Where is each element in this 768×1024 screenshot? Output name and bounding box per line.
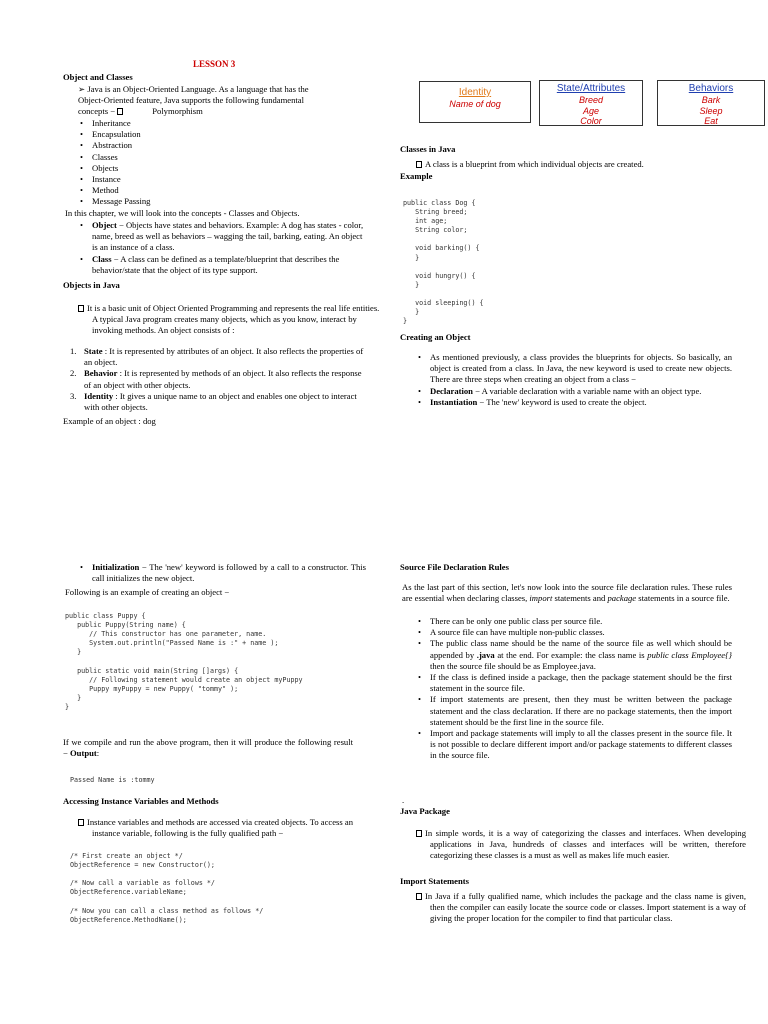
declaration-item: • Declaration − A variable declaration with a variable name with an object type. — [416, 386, 732, 397]
rule-item: • If the class is defined inside a package, then the package statement should be the first statement in the source file. — [416, 672, 732, 694]
objects-in-java-heading: Objects in Java — [63, 280, 120, 290]
source-file-heading: Source File Declaration Rules — [400, 562, 509, 572]
java-package-paragraph: In simple words, it is a way of categorizing the classes and interfaces. When developing applications in Java, hundreds of classes and interfaces will be written, therefore categorizing these classes is a must as well as makes life much easier. — [416, 828, 746, 862]
import-paragraph: In Java if a fully qualified name, which includes the package and the class name is given, then the compiler can easily locate the source code or classes. Import statement is a way of giving the proper location for the compiler to find that particular class. — [416, 891, 746, 925]
object-property-item: 1. State : It is represented by attributes of an object. It also reflects the properties of an object. — [70, 346, 364, 368]
source-intro: As the last part of this section, let's now look into the source file declaration rules. These rules are essential when declaring classes, import statements and package statements in a source file. — [402, 582, 732, 604]
compile-text: If we compile and run the above program, then it will produce the following result − Output: — [63, 737, 353, 759]
following-text: Following is an example of creating an object − — [65, 587, 230, 597]
example-label: Example — [400, 171, 433, 181]
behavior-value: Bark — [701, 95, 721, 105]
objects-paragraph: It is a basic unit of Object Oriented Programming and represents the real life entities. A typical Java program creates many objects, which as you know, interact by invoking methods. An object consists of : — [78, 303, 382, 337]
object-property-item: 3. Identity : It gives a unique name to an object and enables one object to interact with other objects. — [70, 390, 357, 413]
identity-header: Identity — [458, 87, 492, 98]
classes-in-java-heading: Classes in Java — [400, 144, 456, 154]
source-rules-list — [416, 616, 732, 762]
square-bullet-icon — [78, 305, 84, 312]
puppy-code: public class Puppy { public Puppy(String name) { // This constructor has one parameter, name. System.out.println("Passed Name is :" + name ); } public static void main(String []args) { // Following statement would create an object myPuppy Puppy myPuppy = new Puppy( "tommy" ); } } — [65, 612, 303, 711]
rule-item: • A source file can have multiple non-public classes. — [416, 627, 732, 638]
dog-class-code: public class Dog { String breed; int age; String color; void barking() { } void hungry() { } void sleeping() { } } — [403, 199, 484, 326]
java-package-heading: Java Package — [400, 806, 450, 816]
access-code: /* First create an object */ ObjectReference = new Constructor(); /* Now call a variable as follows */ ObjectReference.variableName; /* Now you can call a class method as follows */ ObjectReference.MethodName(); — [70, 852, 264, 924]
rule-item: • The public class name should be the name of the source file as well which should be appended by .java at the end. For example: the class name is public class Employee{} then the source file should be as Employee.java. — [416, 638, 732, 672]
square-bullet-icon — [416, 161, 422, 168]
import-statements-heading: Import Statements — [400, 876, 469, 886]
example-dog: Example of an object : dog — [63, 416, 156, 426]
concept-item: • Method — [78, 185, 278, 196]
behavior-value: Eat — [704, 116, 718, 126]
rule-item: • If import statements are present, then they must be written between the package statement and the class declaration. If there are no package statements, then the import statement should be the first line in the source file. — [416, 694, 732, 728]
creating-object-heading: Creating an Object — [400, 332, 471, 342]
rule-item: • Import and package statements will imply to all the classes present in the source file. It is not possible to declare different import and/or package statements to different classes in the source file. — [416, 728, 732, 762]
creating-item: • As mentioned previously, a class provides the blueprints for objects. So basically, an object is created from a class. In Java, the new keyword is used to create new objects. There are three steps when creating an object from a class − — [416, 352, 732, 386]
concept-item: • Classes — [78, 152, 278, 163]
creating-object-list — [416, 352, 732, 408]
square-bullet-icon — [416, 893, 422, 900]
state-value: Breed — [578, 95, 604, 105]
dot-separator: . — [402, 795, 405, 805]
concept-item: • Abstraction — [78, 140, 278, 151]
concept-item: • Objects — [78, 163, 278, 174]
output-code: Passed Name is :tommy — [70, 776, 155, 784]
concept-item: • Instance — [78, 174, 278, 185]
rule-item: • There can be only one public class per source file. — [416, 616, 732, 627]
square-bullet-icon — [117, 108, 123, 115]
initialization-item: • Initialization − The 'new' keyword is followed by a call to a constructor. This call initializes the new object. — [78, 562, 366, 584]
state-box — [539, 80, 643, 126]
square-bullet-icon — [78, 819, 84, 826]
arrow-bullet-icon: ➢ — [78, 84, 88, 94]
lesson-title: LESSON 3 — [193, 59, 236, 69]
state-value: Age — [582, 105, 599, 116]
behaviors-header: Behaviors — [688, 83, 734, 94]
class-definition: • Class − A class can be defined as a template/blueprint that describes the behavior/state that the object of its type support. — [78, 254, 364, 276]
accessing-paragraph: Instance variables and methods are accessed via created objects. To access an instance variable, following is the fully qualified path − — [78, 817, 382, 839]
square-bullet-icon — [416, 830, 422, 837]
object-class-defs — [78, 220, 364, 276]
initialization-list — [78, 562, 366, 584]
chapter-text: In this chapter, we will look into the concepts - Classes and Objects. — [65, 208, 300, 218]
state-value: Color — [580, 116, 602, 126]
identity-box — [419, 81, 531, 123]
object-definition: • Object − Objects have states and behaviors. Example: A dog has states - color, name, breed as well as behaviors – wagging the tail, barking, eating. An object is an instance of a class. — [78, 220, 364, 254]
state-header: State/Attributes — [556, 83, 626, 94]
concept-item: • Message Passing — [78, 196, 278, 207]
object-property-item: 2. Behavior : It is represented by methods of an object. It also reflects the response of an object with other objects. — [70, 368, 362, 390]
classes-paragraph: A class is a blueprint from which individual objects are created. — [416, 159, 756, 170]
behaviors-box — [657, 80, 765, 126]
object-properties-list — [62, 346, 370, 413]
concept-item: • Encapsulation — [78, 129, 278, 140]
concept-item: • Inheritance — [78, 118, 278, 129]
identity-value: Name of dog — [449, 99, 501, 109]
instantiation-item: • Instantiation − The 'new' keyword is used to create the object. — [416, 397, 732, 408]
behavior-value: Sleep — [699, 105, 723, 116]
concepts-list — [78, 118, 278, 208]
accessing-heading: Accessing Instance Variables and Methods — [63, 796, 219, 806]
intro-paragraph: ➢ Java is an Object-Oriented Language. As a language that has the Object-Oriented feature, Java supports the following fundamental concepts − Polymorphism — [78, 84, 309, 117]
object-classes-heading: Object and Classes — [63, 72, 133, 82]
